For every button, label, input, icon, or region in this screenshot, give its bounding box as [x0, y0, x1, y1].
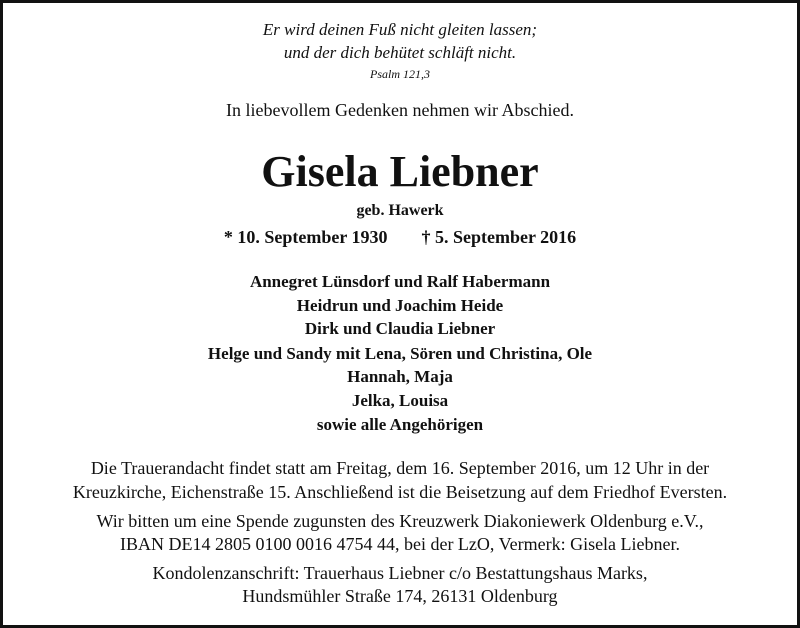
intro-text: In liebevollem Gedenken nehmen wir Abschied. — [226, 100, 574, 120]
birth-name: geb. Hawerk — [356, 202, 444, 219]
birth-date: * 10. September 1930 — [223, 227, 388, 247]
mourner-line: Hannah, Maja — [347, 367, 453, 386]
mourner-line: Annegret Lünsdorf und Ralf Habermann — [249, 272, 551, 291]
mourner-line: Jelka, Louisa — [351, 391, 449, 410]
mourner-line: Helge und Sandy mit Lena, Sören und Christina, Ole — [207, 344, 593, 363]
deceased-name: Gisela Liebner — [261, 147, 539, 196]
psalm-line-2: und der dich behütet schläft nicht. — [283, 43, 517, 62]
life-dates — [0, 227, 800, 248]
condolence-line-1: Kondolenzanschrift: Trauerhaus Liebner c/o Bestattungshaus Marks, — [152, 563, 648, 583]
condolence-line-2: Hundsmühler Straße 174, 26131 Oldenburg — [242, 586, 558, 606]
psalm-line-1: Er wird deinen Fuß nicht gleiten lassen; — [262, 20, 538, 39]
mourner-line: Dirk und Claudia Liebner — [304, 319, 496, 338]
donation-line-2: IBAN DE14 2805 0100 0016 4754 44, bei der LzO, Vermerk: Gisela Liebner. — [119, 534, 681, 554]
mourner-line: Heidrun und Joachim Heide — [296, 296, 504, 315]
mourner-closing: sowie alle Angehörigen — [316, 415, 484, 434]
psalm-reference: Psalm 121,3 — [370, 67, 430, 81]
donation-line-1: Wir bitten um eine Spende zugunsten des Kreuzwerk Diakoniewerk Oldenburg e.V., — [96, 511, 704, 531]
death-date: † 5. September 2016 — [421, 227, 577, 247]
service-line-2: Kreuzkirche, Eichenstraße 15. Anschließend ist die Beisetzung auf dem Friedhof Eversten. — [72, 482, 728, 502]
service-line-1: Die Trauerandacht findet statt am Freitag, dem 16. September 2016, um 12 Uhr in der — [90, 458, 710, 478]
